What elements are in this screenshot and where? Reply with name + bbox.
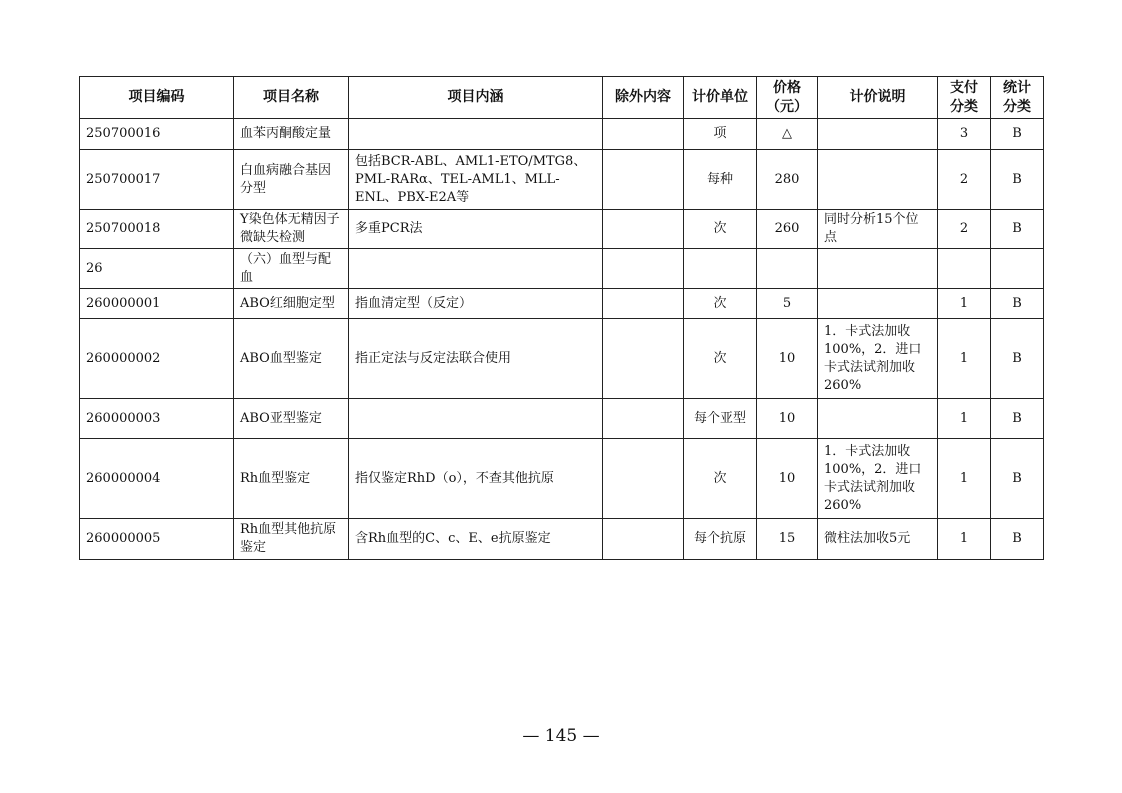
cell-content	[349, 249, 603, 289]
cell-note	[818, 150, 938, 210]
page-number: — 145 —	[522, 726, 600, 746]
table-row	[80, 150, 1044, 210]
cell-note	[818, 249, 938, 289]
cell-unit: 每种	[684, 150, 757, 210]
table-section-row	[80, 249, 1044, 289]
cell-pay: 2	[938, 150, 991, 210]
cell-name: ABO亚型鉴定	[234, 399, 349, 439]
cell-pay: 3	[938, 119, 991, 150]
cell-content: 指正定法与反定法联合使用	[349, 319, 603, 399]
cell-price	[757, 249, 818, 289]
cell-stat: B	[991, 119, 1044, 150]
cell-stat: B	[991, 399, 1044, 439]
cell-unit: 次	[684, 289, 757, 319]
cell-excluded	[603, 399, 684, 439]
cell-stat	[991, 249, 1044, 289]
cell-name: 血苯丙酮酸定量	[234, 119, 349, 150]
cell-pay	[938, 249, 991, 289]
cell-name: Y染色体无精因子微缺失检测	[234, 210, 349, 249]
table-row	[80, 119, 1044, 150]
cell-unit: 次	[684, 439, 757, 519]
cell-pay: 1	[938, 439, 991, 519]
header-name: 项目名称	[234, 77, 349, 119]
table-row	[80, 399, 1044, 439]
table-header-row	[80, 77, 1044, 119]
cell-unit	[684, 249, 757, 289]
cell-stat: B	[991, 210, 1044, 249]
cell-pay: 2	[938, 210, 991, 249]
cell-price: △	[757, 119, 818, 150]
cell-excluded	[603, 249, 684, 289]
cell-content	[349, 399, 603, 439]
cell-price: 15	[757, 519, 818, 560]
cell-excluded	[603, 319, 684, 399]
cell-pay: 1	[938, 319, 991, 399]
header-note: 计价说明	[818, 77, 938, 119]
header-excluded: 除外内容	[603, 77, 684, 119]
cell-excluded	[603, 289, 684, 319]
table-row	[80, 289, 1044, 319]
header-price: 价格（元）	[757, 77, 818, 119]
cell-pay: 1	[938, 399, 991, 439]
table-row	[80, 439, 1044, 519]
header-unit: 计价单位	[684, 77, 757, 119]
cell-note: 同时分析15个位点	[818, 210, 938, 249]
cell-content: 指血清定型（反定）	[349, 289, 603, 319]
cell-code: 260000002	[80, 319, 234, 399]
cell-unit: 次	[684, 210, 757, 249]
cell-stat: B	[991, 519, 1044, 560]
cell-note	[818, 399, 938, 439]
cell-unit: 项	[684, 119, 757, 150]
cell-code: 260000003	[80, 399, 234, 439]
cell-content	[349, 119, 603, 150]
cell-note	[818, 119, 938, 150]
cell-unit: 每个抗原	[684, 519, 757, 560]
cell-code: 250700017	[80, 150, 234, 210]
cell-excluded	[603, 519, 684, 560]
cell-code: 26	[80, 249, 234, 289]
cell-excluded	[603, 210, 684, 249]
fee-table	[79, 76, 1044, 560]
cell-code: 260000004	[80, 439, 234, 519]
cell-price: 260	[757, 210, 818, 249]
cell-stat: B	[991, 150, 1044, 210]
cell-note	[818, 289, 938, 319]
cell-pay: 1	[938, 289, 991, 319]
cell-name: Rh血型鉴定	[234, 439, 349, 519]
cell-name: 白血病融合基因分型	[234, 150, 349, 210]
header-content: 项目内涵	[349, 77, 603, 119]
cell-code: 250700016	[80, 119, 234, 150]
cell-name: Rh血型其他抗原鉴定	[234, 519, 349, 560]
cell-name: （六）血型与配血	[234, 249, 349, 289]
cell-content: 指仅鉴定RhD（o），不查其他抗原	[349, 439, 603, 519]
cell-price: 10	[757, 439, 818, 519]
cell-name: ABO血型鉴定	[234, 319, 349, 399]
cell-excluded	[603, 119, 684, 150]
cell-unit: 每个亚型	[684, 399, 757, 439]
cell-note: 微柱法加收5元	[818, 519, 938, 560]
cell-excluded	[603, 150, 684, 210]
cell-stat: B	[991, 289, 1044, 319]
cell-price: 280	[757, 150, 818, 210]
header-stat: 统计分类	[991, 77, 1044, 119]
cell-code: 260000001	[80, 289, 234, 319]
table-row	[80, 319, 1044, 399]
cell-name: ABO红细胞定型	[234, 289, 349, 319]
cell-code: 260000005	[80, 519, 234, 560]
cell-code: 250700018	[80, 210, 234, 249]
cell-stat: B	[991, 319, 1044, 399]
cell-unit: 次	[684, 319, 757, 399]
cell-note: 1．卡式法加收100%，2．进口卡式法试剂加收260%	[818, 319, 938, 399]
cell-excluded	[603, 439, 684, 519]
cell-stat: B	[991, 439, 1044, 519]
cell-content: 多重PCR法	[349, 210, 603, 249]
cell-note: 1．卡式法加收100%，2．进口卡式法试剂加收260%	[818, 439, 938, 519]
cell-price: 10	[757, 319, 818, 399]
header-code: 项目编码	[80, 77, 234, 119]
cell-pay: 1	[938, 519, 991, 560]
table-row	[80, 519, 1044, 560]
header-pay: 支付分类	[938, 77, 991, 119]
table-row	[80, 210, 1044, 249]
cell-price: 10	[757, 399, 818, 439]
cell-content: 含Rh血型的C、c、E、e抗原鉴定	[349, 519, 603, 560]
cell-price: 5	[757, 289, 818, 319]
cell-content: 包括BCR-ABL、AML1-ETO/MTG8、PML-RARα、TEL-AML1、MLL-ENL、PBX-E2A等	[349, 150, 603, 210]
